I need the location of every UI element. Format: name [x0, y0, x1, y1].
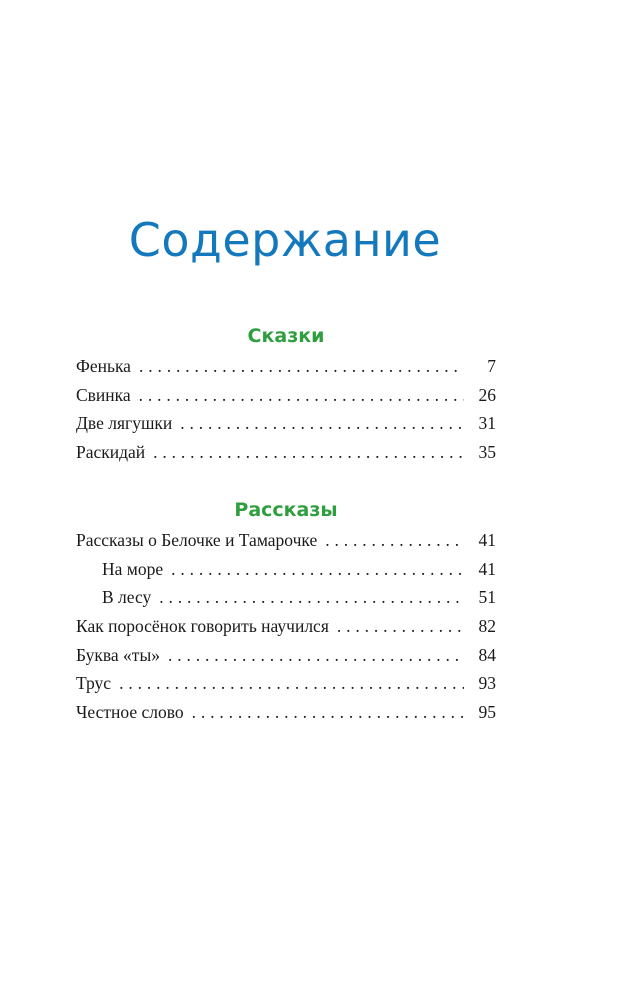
dot-leader: [119, 669, 464, 698]
dot-leader: [325, 526, 464, 555]
toc-entry-title: Буква «ты»: [76, 644, 160, 665]
toc-entry-page: 26: [478, 384, 496, 405]
toc-entry: [76, 669, 496, 698]
toc-entry-title: Свинка: [76, 384, 131, 405]
toc-entry-page: 82: [478, 616, 496, 637]
toc-section-tales: [76, 320, 496, 467]
toc-entry-title: Раскидай: [76, 442, 146, 463]
toc-entry: [76, 409, 496, 438]
toc-entry-page: 41: [478, 558, 496, 579]
toc-entry: [76, 381, 496, 410]
toc-entry: [76, 438, 496, 467]
toc-entry: [76, 526, 496, 555]
dot-leader: [139, 352, 464, 381]
toc-entry-page: 84: [478, 644, 496, 665]
toc-entry-title: Трус: [76, 673, 112, 694]
toc-entry-page: 31: [478, 413, 496, 434]
toc-section-stories: [76, 494, 496, 727]
toc-entry-page: 41: [478, 530, 496, 550]
toc-entry-title: Фенька: [76, 356, 131, 376]
dot-leader: [168, 641, 464, 670]
section-heading-tales: Сказки: [247, 325, 325, 347]
toc-entry-title: Как поросёнок говорить научился: [76, 616, 329, 637]
toc-entry-title: Честное слово: [76, 702, 184, 723]
toc-entry: [76, 352, 496, 381]
dot-leader: [180, 409, 464, 438]
toc-entry-title: Две лягушки: [76, 413, 173, 434]
toc-subentry: [76, 583, 496, 612]
toc-entry-page: 7: [487, 356, 496, 376]
toc-entry-page: 93: [478, 673, 496, 694]
toc-entry-page: 51: [478, 587, 496, 608]
page-title: Содержание: [128, 213, 442, 267]
dot-leader: [159, 583, 464, 612]
section-heading-stories: Рассказы: [234, 499, 338, 521]
dot-leader: [192, 698, 464, 727]
toc-entry: [76, 698, 496, 727]
toc-entry-page: 35: [478, 442, 496, 463]
toc-entry-page: 95: [478, 702, 496, 723]
toc-entry: [76, 612, 496, 641]
toc-entry-title: В лесу: [102, 587, 152, 608]
toc-subentry: [76, 555, 496, 584]
toc-entry-title: Рассказы о Белочке и Тамарочке: [76, 530, 318, 550]
dot-leader: [153, 438, 464, 467]
dot-leader: [171, 555, 464, 584]
toc-entry-title: На море: [102, 558, 164, 579]
dot-leader: [337, 612, 464, 641]
dot-leader: [139, 381, 464, 410]
toc-entry: [76, 641, 496, 670]
